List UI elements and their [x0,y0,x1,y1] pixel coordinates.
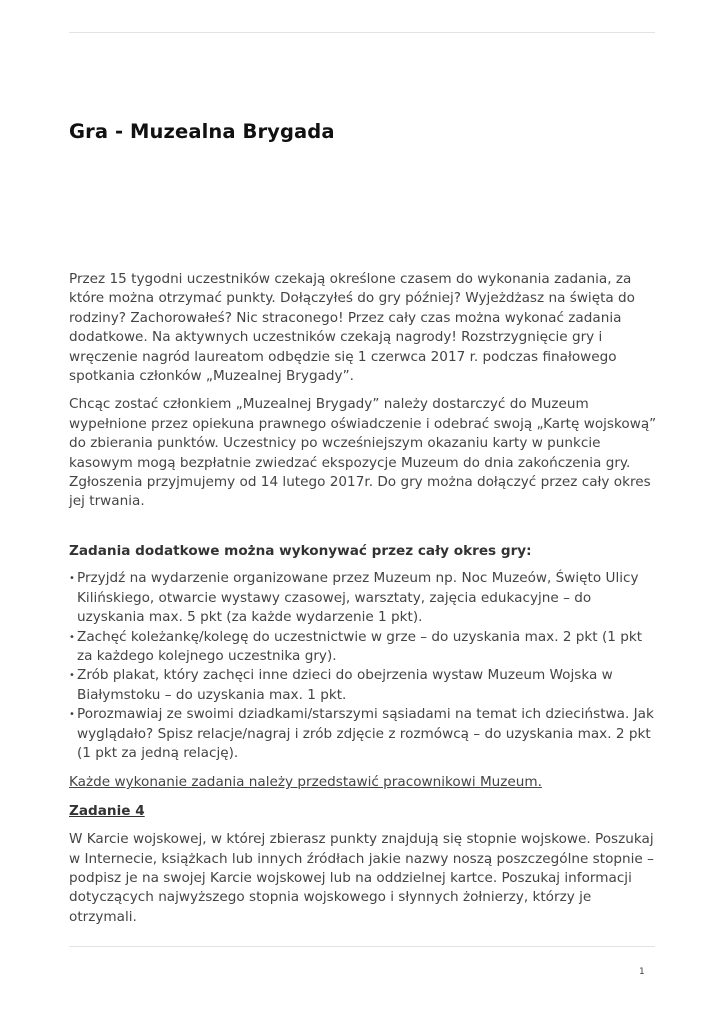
list-item: • Zrób plakat, który zachęci inne dzieci do obejrzenia wystaw Muzeum Wojska w Białymstoku – do uzyskania max. 1 pkt. [69,666,659,705]
document-body [69,270,659,936]
page-title: Gra - Muzealna Brygada [69,120,335,143]
list-item: • Zachęć koleżankę/kolegę do uczestnictwie w grze – do uzyskania max. 2 pkt (1 pkt za każdego kolejnego uczestnika gry). [69,628,659,667]
footer-divider [69,946,655,947]
header-divider [69,32,655,33]
intro-paragraph: Przez 15 tygodni uczestników czekają określone czasem do wykonania zadania, za które można otrzymać punkty. Dołączyłeś do gry później? Wyjeżdżasz na święta do rodziny? Zachorowałeś? Nic straconego! Przez cały czas można wykonać zadania dodatkowe. Na aktywnych uczestników czekają nagrody! Rozstrzygnięcie gry i wręczenie nagród laureatom odbędzie się 1 czerwca 2017 r. podczas finałowego spotkania członków „Muzealnej Brygady”. [69,271,635,385]
page-number: 1 [639,967,645,977]
membership-paragraph: Chcąc zostać członkiem „Muzealnej Brygady” należy dostarczyć do Muzeum wypełnione przez opiekuna prawnego oświadczenie i odebrać swoją „Kartę wojskową” do zbierania punktów. Uczestnicy po wcześniejszym okazaniu karty w punkcie kasowym mogą bezpłatnie zwiedzać ekspozycje Muzeum do dnia zakończenia gry. Zgłoszenia przyjmujemy od 14 lutego 2017r. Do gry można dołączyć przez cały okres jej trwania. [69,396,657,510]
list-item: • Porozmawiaj ze swoimi dziadkami/starszymi sąsiadami na temat ich dzieciństwa. Jak wyglądało? Spisz relacje/nagraj i zrób zdjęcie z rozmówcą – do uzyskania max. 2 pkt (1 pkt za jedną relację). [69,705,659,763]
extra-tasks-list [69,569,659,763]
extra-tasks-heading: Zadania dodatkowe można wykonywać przez cały okres gry: [69,542,532,559]
list-item: • Przyjdź na wydarzenie organizowane przez Muzeum np. Noc Muzeów, Święto Ulicy Kilińskiego, otwarcie wystawy czasowej, warsztaty, zajęcia edukacyjne – do uzyskania max. 5 pkt (za każde wydarzenie 1 pkt). [69,569,659,627]
task-4-text: W Karcie wojskowej, w której zbierasz punkty znajdują się stopnie wojskowe. Poszukaj w Internecie, książkach lub innych źródłach jakie nazwy noszą poszczególne stopnie – podpisz je na swojej Karcie wojskowej lub na oddzielnej kartce. Poszukaj informacji dotyczących najwyższego stopnia wojskowego i słynnych żołnierzy, którzy je otrzymali. [69,831,654,925]
task-4-heading: Zadanie 4 [69,802,145,819]
notice-text: Każde wykonanie zadania należy przedstawić pracownikowi Muzeum. [69,774,542,791]
